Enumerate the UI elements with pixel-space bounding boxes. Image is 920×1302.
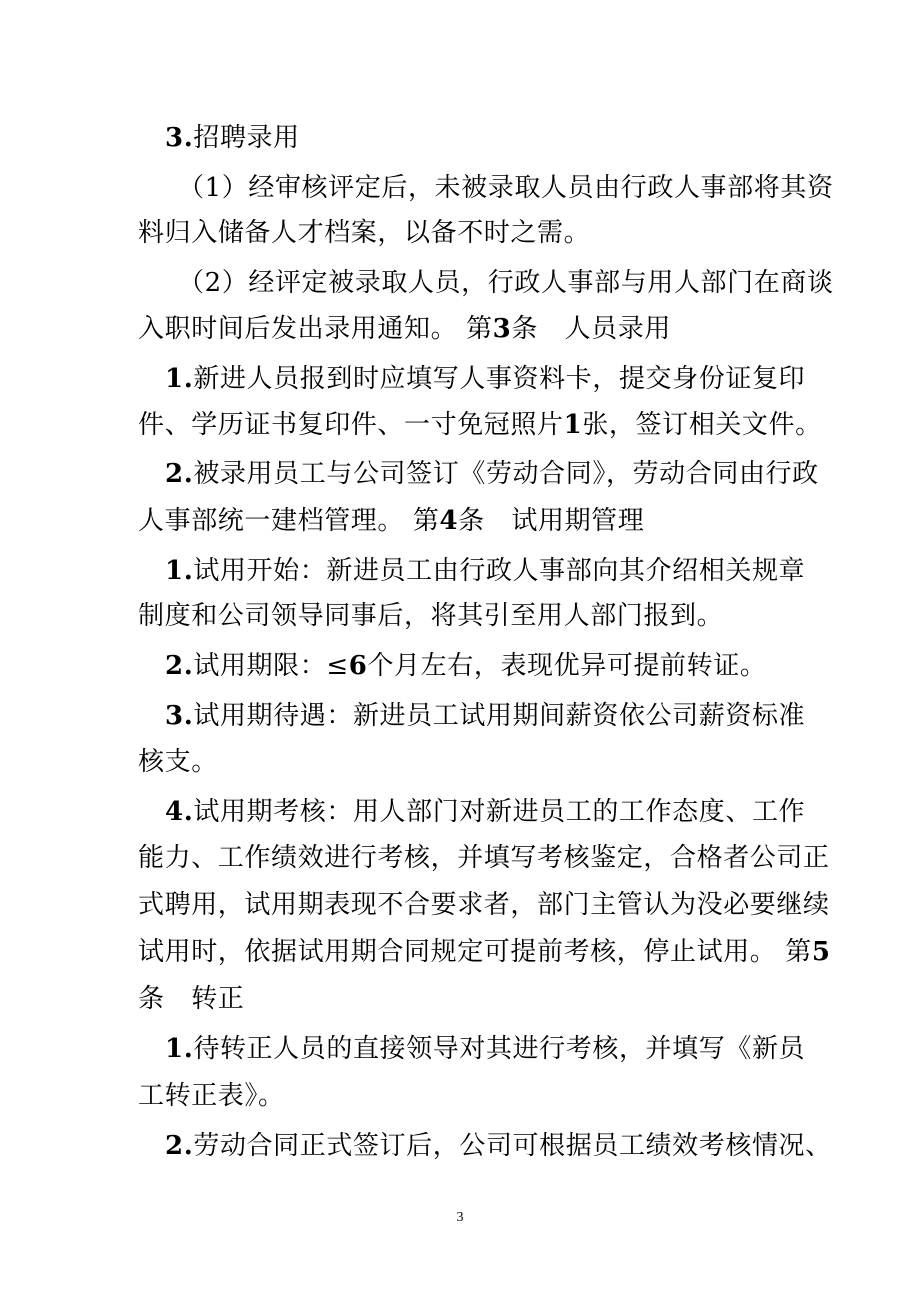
paragraph-line: 制度和公司领导同事后，将其引至用人部门报到。 — [138, 601, 724, 631]
paragraph-line: 2.试用期限：≤6个月左右，表现优异可提前转证。 — [165, 651, 767, 681]
paragraph-line: 1.待转正人员的直接领导对其进行考核，并填写《新员 — [165, 1034, 806, 1064]
paragraph-line: 试用时，依据试用期合同规定可提前考核，停止试用。 第5 — [138, 937, 831, 967]
paragraph-line: 人事部统一建档管理。 第4条 试用期管理 — [138, 506, 645, 536]
paragraph-line: 能力、工作绩效进行考核，并填写考核鉴定，合格者公司正 — [138, 843, 830, 873]
paragraph-line: 料归入储备人才档案，以备不时之需。 — [138, 218, 591, 248]
paragraph-line: 入职时间后发出录用通知。 第3条 人员录用 — [138, 314, 671, 344]
paragraph-line: （2）经评定被录取人员，行政人事部与用人部门在商谈 — [178, 268, 834, 298]
paragraph-line: 式聘用，试用期表现不合要求者，部门主管认为没必要继续 — [138, 890, 830, 920]
page-number: 3 — [456, 1210, 464, 1225]
paragraph-line: 1.新进人员报到时应填写人事资料卡，提交身份证复印 — [165, 364, 806, 394]
paragraph-line: 件、学历证书复印件、一寸免冠照片1张，签订相关文件。 — [138, 410, 822, 440]
paragraph-line: 2.被录用员工与公司签订《劳动合同》，劳动合同由行政 — [165, 459, 819, 489]
paragraph-line: 2.劳动合同正式签订后，公司可根据员工绩效考核情况、 — [165, 1131, 832, 1161]
paragraph-line: 条 转正 — [138, 984, 245, 1014]
paragraph-line: 4.试用期考核：用人部门对新进员工的工作态度、工作 — [165, 797, 806, 827]
paragraph-line: 核支。 — [138, 747, 218, 777]
section-heading: 3.招聘录用 — [165, 123, 300, 153]
paragraph-line: 3.试用期待遇：新进员工试用期间薪资依公司薪资标准 — [165, 701, 806, 731]
paragraph-line: 1.试用开始：新进员工由行政人事部向其介绍相关规章 — [165, 556, 806, 586]
paragraph-line: （1）经审核评定后，未被录取人员由行政人事部将其资 — [178, 173, 834, 203]
paragraph-line: 工转正表》。 — [138, 1081, 285, 1111]
